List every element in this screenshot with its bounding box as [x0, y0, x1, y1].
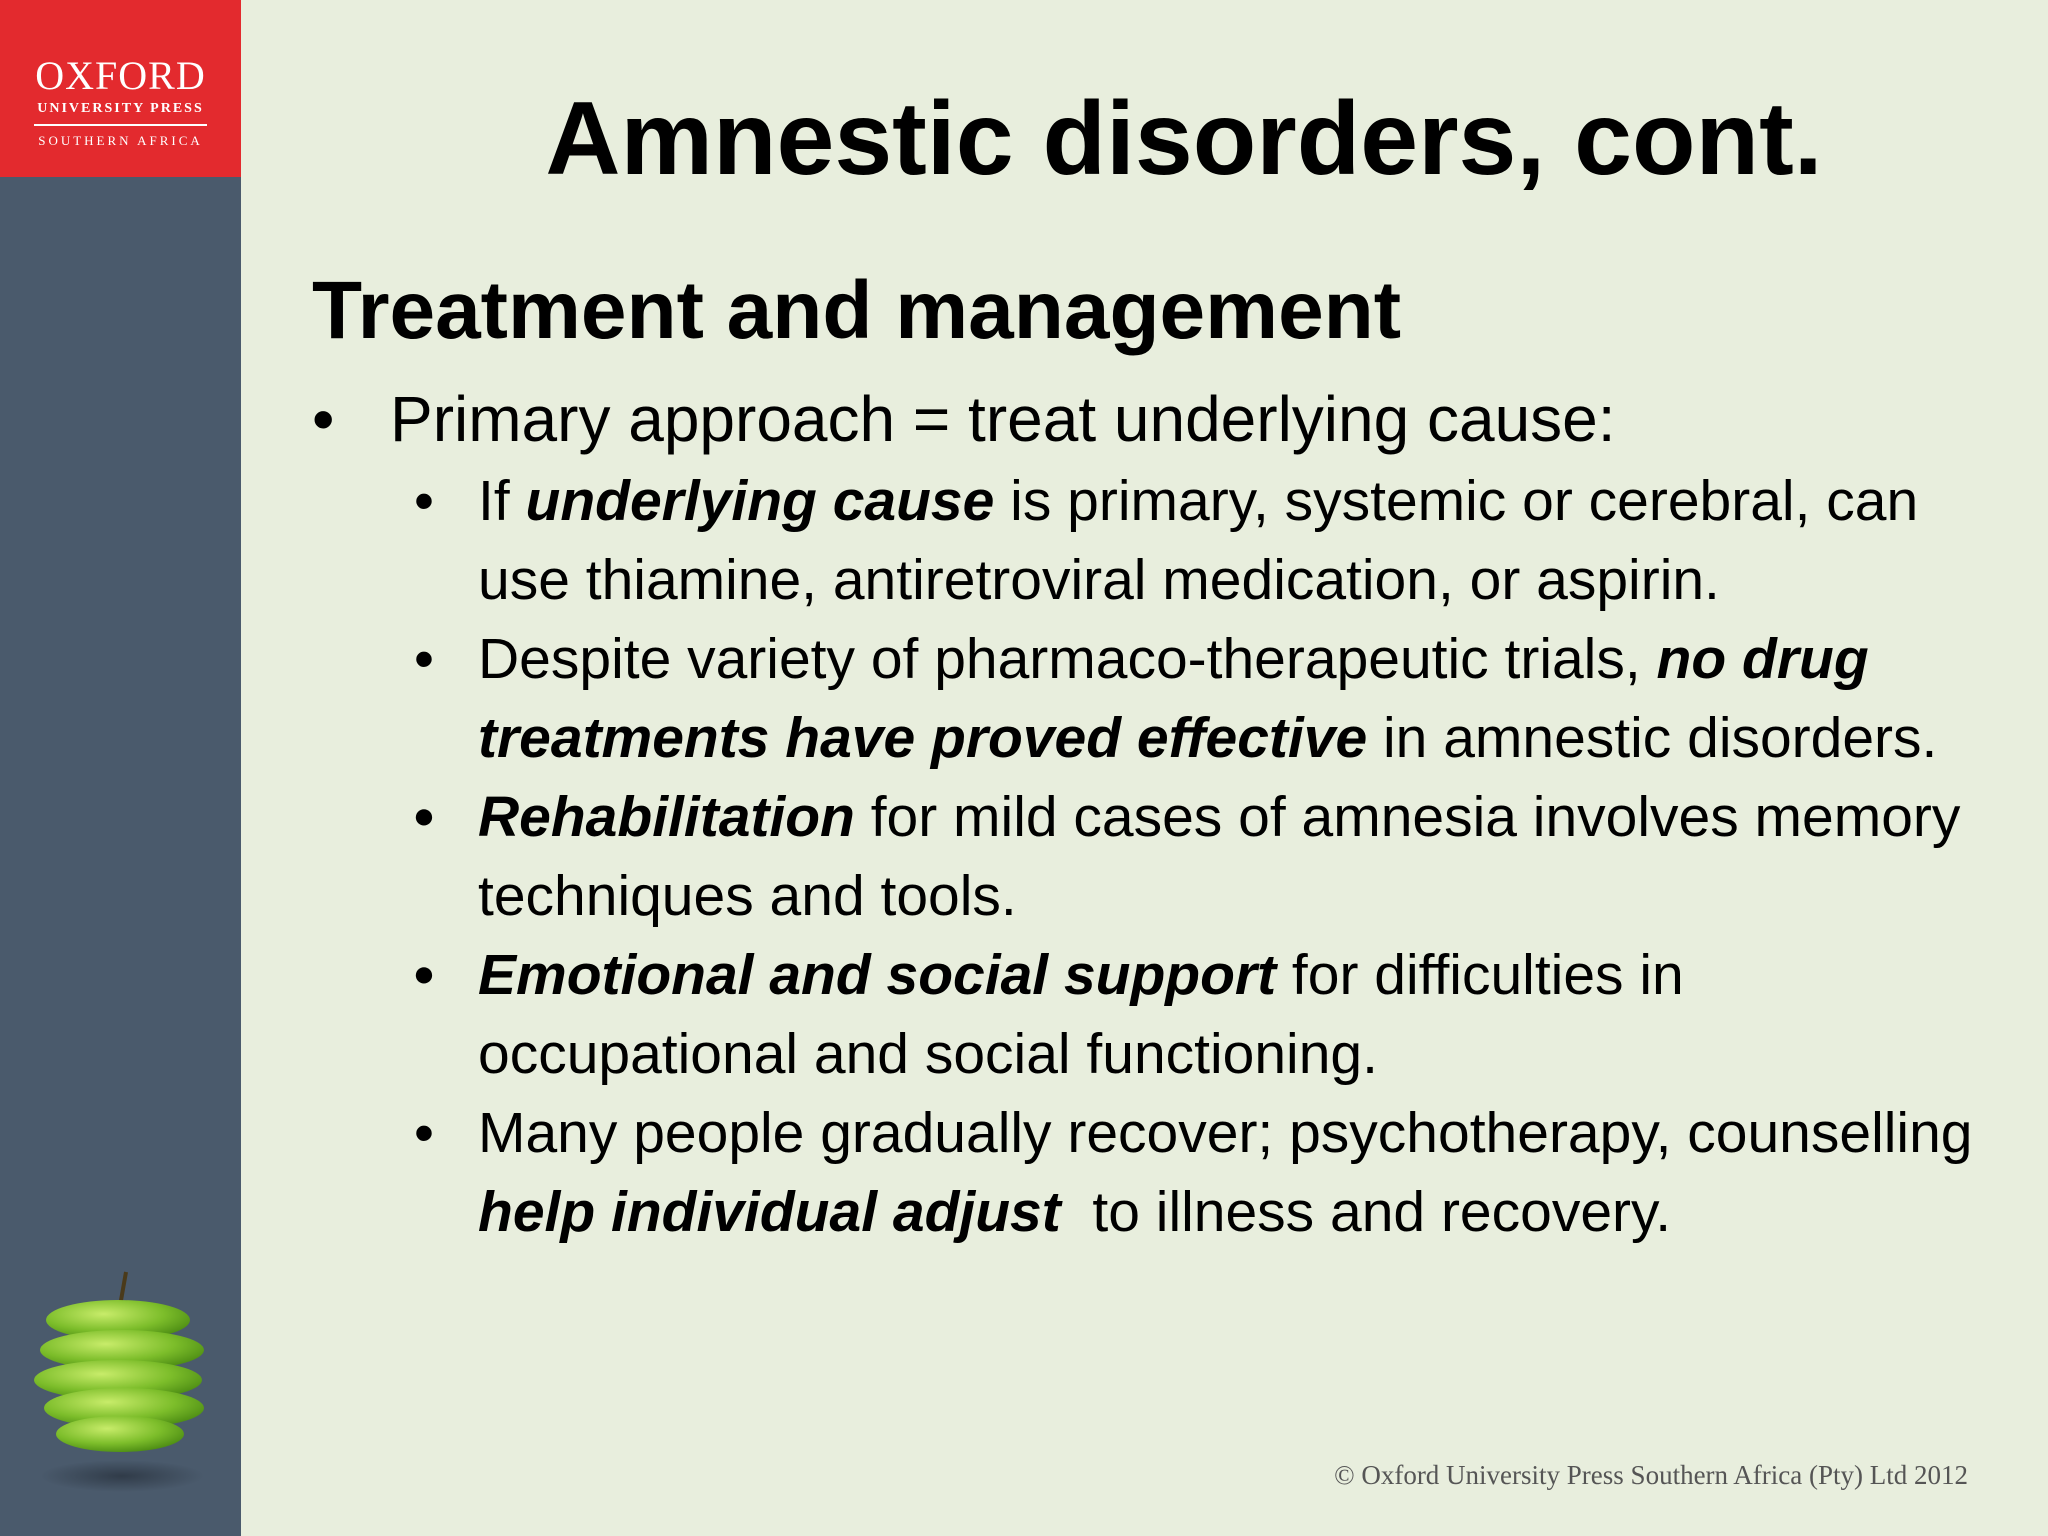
logo-divider — [34, 124, 207, 126]
item-emphasis: help individual adjust — [478, 1180, 1061, 1244]
item-text-end: in amnestic disorders. — [1367, 706, 1938, 770]
item-text: Many people gradually recover; psychotherapy, counselling — [478, 1101, 1973, 1165]
oxford-logo — [0, 0, 241, 177]
sub-bullet-list — [414, 462, 2008, 1252]
item-text: If — [478, 469, 526, 533]
slide-title: Amnestic disorders, cont. — [545, 81, 1823, 197]
item-text-end: for difficulties in occupational and social functioning. — [478, 943, 1684, 1086]
bullet-marker: • — [414, 943, 434, 1007]
bullet-marker: • — [414, 627, 434, 691]
item-text-end: is primary, systemic or cerebral, can use thiamine, antiretroviral medication, or aspirin. — [478, 469, 1919, 612]
list-item — [414, 462, 2008, 620]
bullet-marker: • — [414, 469, 434, 533]
bullet-marker: • — [414, 785, 434, 849]
bullet-marker: • — [414, 1101, 434, 1165]
logo-region-text: SOUTHERN AFRICA — [38, 133, 203, 148]
copyright-footer: © Oxford University Press Southern Africa (Pty) Ltd 2012 — [1334, 1460, 1968, 1490]
primary-bullet-text: Primary approach = treat underlying cause: — [390, 383, 1616, 455]
logo-main-text: OXFORD — [35, 53, 206, 98]
list-item — [414, 620, 2008, 778]
bullet-marker: • — [312, 383, 335, 455]
logo-sub-text: UNIVERSITY PRESS — [37, 101, 204, 116]
item-emphasis: Rehabilitation — [478, 785, 855, 849]
item-text-end: for mild cases of amnesia involves memory techniques and tools. — [478, 785, 1961, 928]
apple-icon — [22, 1258, 222, 1518]
item-emphasis: Emotional and social support — [478, 943, 1277, 1007]
list-item — [414, 936, 2008, 1094]
item-text-end: to illness and recovery. — [1060, 1180, 1672, 1244]
item-emphasis: underlying cause — [525, 469, 995, 533]
section-heading: Treatment and management — [312, 265, 1402, 356]
list-item — [414, 1094, 2008, 1252]
item-text: Despite variety of pharmaco-therapeutic trials, — [478, 627, 1657, 691]
item-emphasis: no drug treatments have proved effective — [478, 627, 1869, 770]
list-item — [414, 778, 2008, 936]
